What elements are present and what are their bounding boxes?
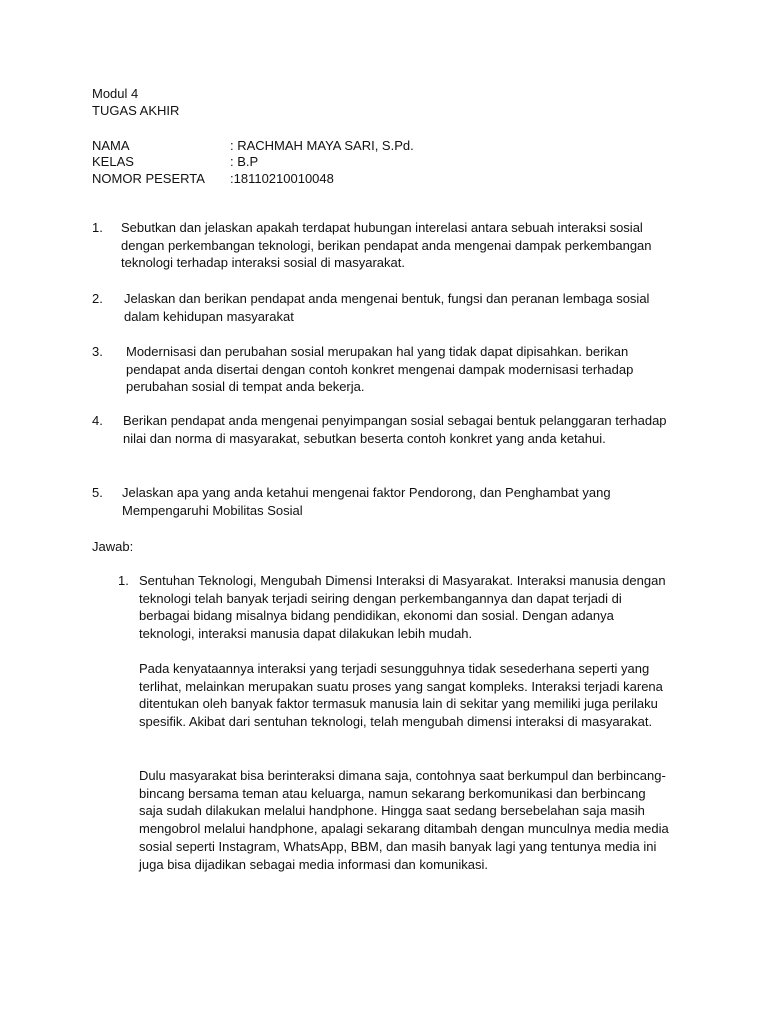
question-text: Sebutkan dan jelaskan apakah terdapat hubungan interelasi antara sebuah interaksi sosial dengan perkembangan teknologi, berikan pendapat anda mengenai dampak perkembangan teknologi terhadap interaksi sosial di masyarakat.	[121, 220, 652, 271]
answer-paragraph: Pada kenyataannya interaksi yang terjadi sesungguhnya tidak sesederhana seperti yang terlihat, melainkan merupakan suatu proses yang sangat kompleks. Interaksi terjadi karena ditentukan oleh banyak faktor termasuk manusia lain di sekitar yang memiliki juga perilaku spesifik. Akibat dari sentuhan teknologi, telah mengubah dimensi interaksi di masyarakat.	[139, 661, 663, 730]
answer-paragraph: Sentuhan Teknologi, Mengubah Dimensi Interaksi di Masyarakat. Interaksi manusia dengan teknologi telah banyak terjadi seiring dengan perkembangannya dan dapat terjadi di berbagai bidang misalnya bidang pendidikan, ekonomi dan sosial. Dengan adanya teknologi, interaksi manusia dapat dilakukan lebih mudah.	[139, 573, 666, 642]
question-number: 5.	[92, 485, 103, 500]
answer-number: 1.	[118, 573, 129, 588]
question-number: 1.	[92, 220, 103, 235]
field-value-participant-number: :18110210010048	[230, 171, 334, 186]
answers-heading: Jawab:	[92, 539, 134, 554]
module-title: Modul 4	[92, 86, 139, 101]
question-text: Berikan pendapat anda mengenai penyimpangan sosial sebagai bentuk pelanggaran terhadap nilai dan norma di masyarakat, sebutkan beserta contoh konkret yang anda ketahui.	[123, 413, 667, 446]
field-label-name: NAMA	[92, 138, 130, 153]
answer-paragraph: Dulu masyarakat bisa berinteraksi dimana saja, contohnya saat berkumpul dan berbincang-bincang bersama teman atau keluarga, namun sekarang berkomunikasi dan berbincang saja sudah dilakukan melalui handphone. Hingga saat sedang bersebelahan saja masih mengobrol melalui handphone, apalagi sekarang ditambah dengan munculnya media media sosial seperti Instagram, WhatsApp, BBM, dan masih banyak lagi yang tentunya media ini juga bisa dijadikan sebagai media informasi dan komunikasi.	[139, 768, 669, 872]
field-value-class: : B.P	[230, 154, 259, 169]
field-label-class: KELAS	[92, 154, 134, 169]
field-label-participant-number: NOMOR PESERTA	[92, 171, 205, 186]
question-text: Modernisasi dan perubahan sosial merupakan hal yang tidak dapat dipisahkan. berikan pendapat anda disertai dengan contoh konkret mengenai dampak modernisasi terhadap perubahan sosial di tempat anda bekerja.	[126, 344, 634, 395]
assignment-title: TUGAS AKHIR	[92, 103, 180, 118]
question-number: 2.	[92, 291, 103, 306]
question-number: 4.	[92, 413, 103, 428]
question-number: 3.	[92, 344, 103, 359]
field-value-name: : RACHMAH MAYA SARI, S.Pd.	[230, 138, 414, 153]
question-text: Jelaskan dan berikan pendapat anda mengenai bentuk, fungsi dan peranan lembaga sosial dalam kehidupan masyarakat	[124, 291, 650, 324]
question-text: Jelaskan apa yang anda ketahui mengenai faktor Pendorong, dan Penghambat yang Mempengaruhi Mobilitas Sosial	[122, 485, 611, 518]
